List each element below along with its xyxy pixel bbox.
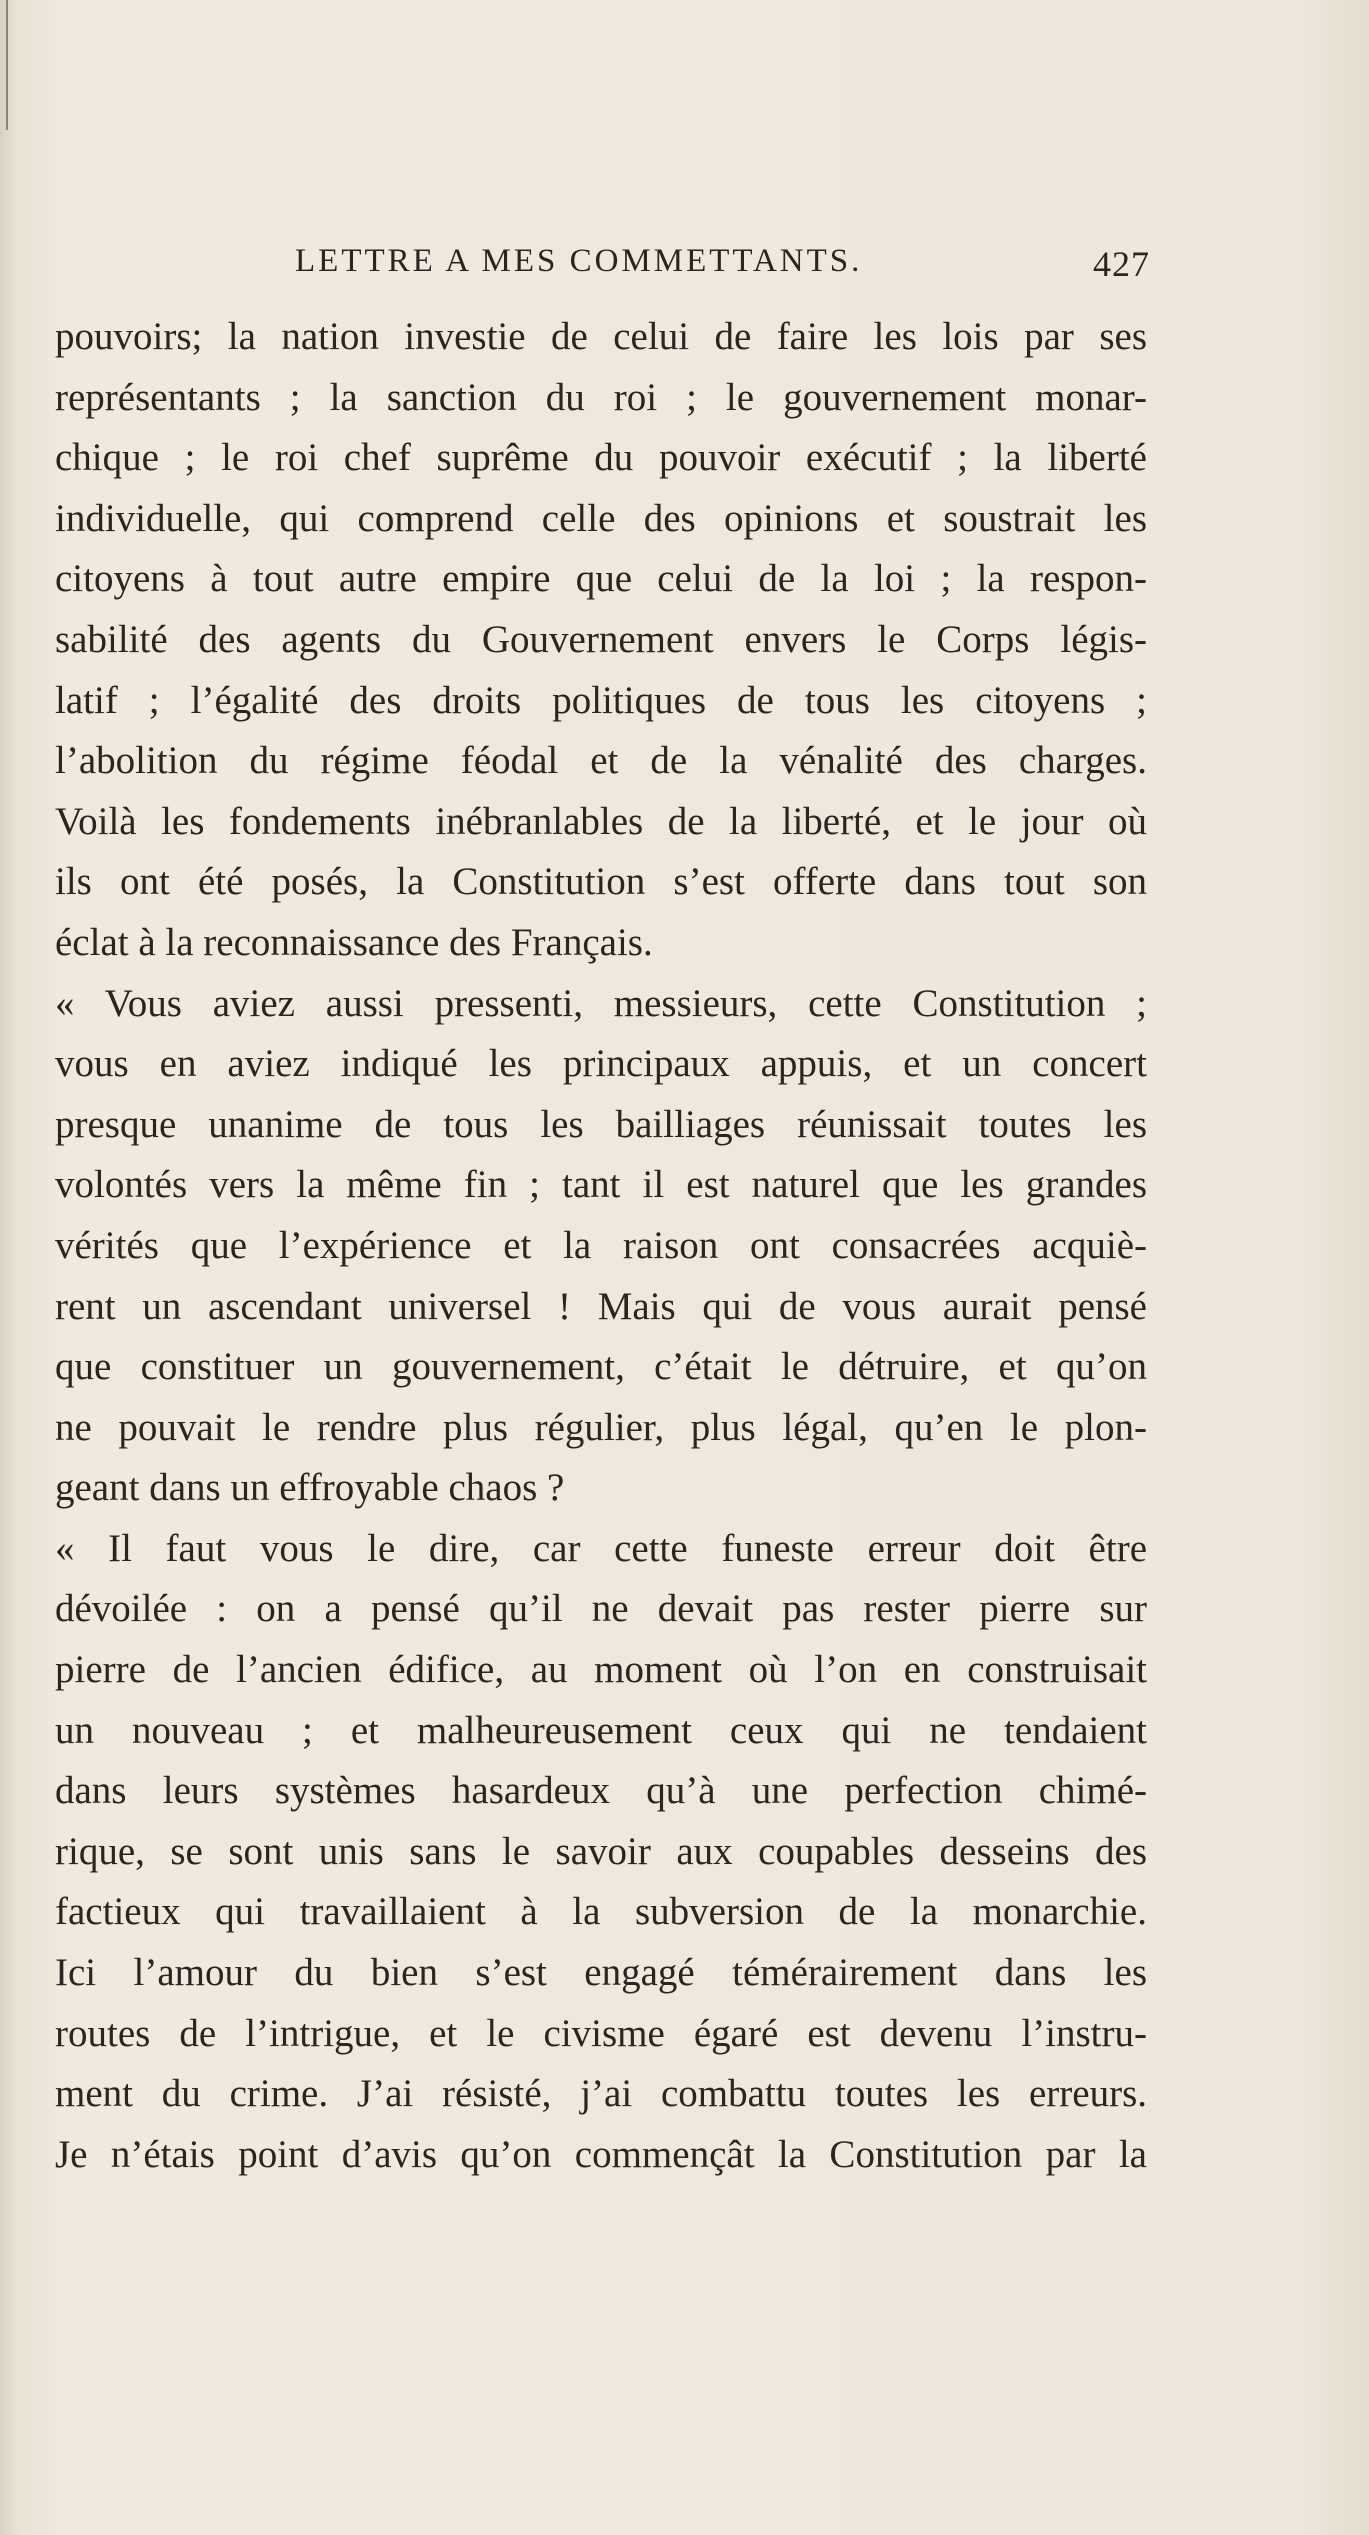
body-text [55, 307, 1147, 2185]
running-title: LETTRE A MES COMMETTANTS. [295, 243, 863, 279]
text-line: volontés vers la même fin ; tant il est naturel que les grandes [55, 1163, 1147, 1207]
page-number: 427 [1093, 244, 1150, 284]
text-line: individuelle, qui comprend celle des opinions et soustrait les [55, 496, 1147, 540]
text-line: éclat à la reconnaissance des Français. [55, 920, 653, 964]
text-line: Ici l’amour du bien s’est engagé témérairement dans les [55, 1951, 1147, 1995]
text-line: pierre de l’ancien édifice, au moment où l’on en construisait [55, 1648, 1147, 1692]
text-line: « Vous aviez aussi pressenti, messieurs, cette Constitution ; [55, 981, 1147, 1025]
text-line: ils ont été posés, la Constitution s’est offerte dans tout son [55, 860, 1147, 904]
text-line: ne pouvait le rendre plus régulier, plus légal, qu’en le plon- [55, 1405, 1147, 1449]
text-line: Voilà les fondements inébranlables de la liberté, et le jour où [55, 799, 1147, 843]
page-header [295, 243, 1150, 293]
text-line: dévoilée : on a pensé qu’il ne devait pas rester pierre sur [55, 1587, 1147, 1631]
text-line: représentants ; la sanction du roi ; le gouvernement monar- [55, 375, 1147, 419]
text-line: routes de l’intrigue, et le civisme égaré est devenu l’instru- [55, 2011, 1147, 2055]
text-line: chique ; le roi chef suprême du pouvoir exécutif ; la liberté [55, 436, 1147, 480]
text-line: geant dans un effroyable chaos ? [55, 1466, 565, 1510]
text-line: l’abolition du régime féodal et de la vénalité des charges. [55, 739, 1147, 783]
text-line: citoyens à tout autre empire que celui de la loi ; la respon- [55, 557, 1147, 601]
text-line: vérités que l’expérience et la raison ont consacrées acquiè- [55, 1223, 1147, 1267]
text-line: « Il faut vous le dire, car cette funeste erreur doit être [55, 1526, 1147, 1570]
text-line: sabilité des agents du Gouvernement envers le Corps légis- [55, 617, 1147, 661]
text-line: factieux qui travaillaient à la subversion de la monarchie. [55, 1890, 1147, 1934]
text-line: un nouveau ; et malheureusement ceux qui ne tendaient [55, 1708, 1147, 1752]
text-line: pouvoirs; la nation investie de celui de faire les lois par ses [55, 315, 1147, 358]
page-edge-mark [6, 0, 8, 130]
text-line: Je n’étais point d’avis qu’on commençât la Constitution par la [55, 2132, 1147, 2176]
text-line: latif ; l’égalité des droits politiques de tous les citoyens ; [55, 678, 1147, 722]
text-line: presque unanime de tous les bailliages réunissait toutes les [55, 1102, 1147, 1146]
text-line: ment du crime. J’ai résisté, j’ai combattu toutes les erreurs. [55, 2072, 1147, 2116]
text-line: que constituer un gouvernement, c’était le détruire, et qu’on [55, 1345, 1147, 1389]
text-line: vous en aviez indiqué les principaux appuis, et un concert [55, 1042, 1147, 1086]
text-line: rique, se sont unis sans le savoir aux coupables desseins des [55, 1829, 1147, 1873]
text-line: dans leurs systèmes hasardeux qu’à une perfection chimé- [55, 1769, 1147, 1813]
text-line: rent un ascendant universel ! Mais qui de vous aurait pensé [55, 1284, 1147, 1328]
